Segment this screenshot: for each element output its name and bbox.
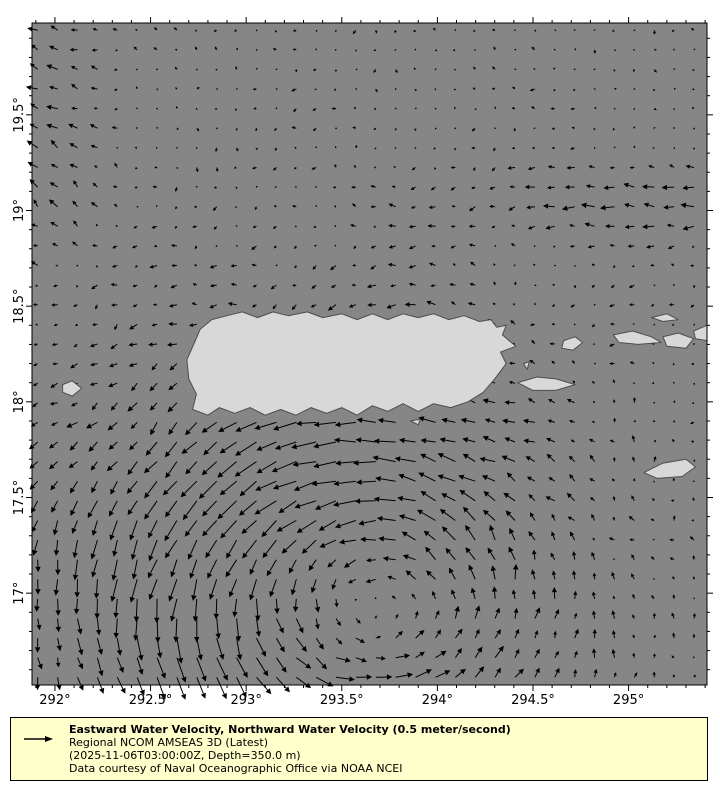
x-tick-label: 294.5° — [511, 693, 555, 708]
x-tick-label: 295° — [612, 693, 645, 708]
legend-dataset: Regional NCOM AMSEAS 3D (Latest) — [69, 736, 268, 749]
y-tick-label: 17° — [12, 581, 27, 605]
island-puerto-rico — [187, 312, 516, 415]
legend-title: Eastward Water Velocity, Northward Water Velocity (0.5 meter/second) — [69, 723, 511, 736]
legend-box — [10, 717, 708, 781]
legend-courtesy: Data courtesy of Naval Oceanographic Office via NOAA NCEI — [69, 762, 403, 775]
x-tick-label: 292.5° — [128, 693, 173, 708]
x-tick-label: 292° — [39, 693, 71, 708]
x-tick-label: 293° — [230, 693, 262, 708]
legend-time-depth: (2025-11-06T03:00:00Z, Depth=350.0 m) — [69, 749, 301, 762]
y-tick-label: 17.5° — [12, 479, 27, 516]
x-tick-label: 294° — [421, 693, 454, 708]
y-tick-label: 18° — [12, 390, 27, 414]
y-tick-label: 19.5° — [12, 97, 27, 133]
y-tick-label: 18.5° — [12, 288, 27, 324]
x-tick-label: 293.5° — [319, 693, 364, 708]
y-tick-label: 19° — [12, 198, 27, 223]
reference-arrow-icon — [11, 718, 69, 748]
